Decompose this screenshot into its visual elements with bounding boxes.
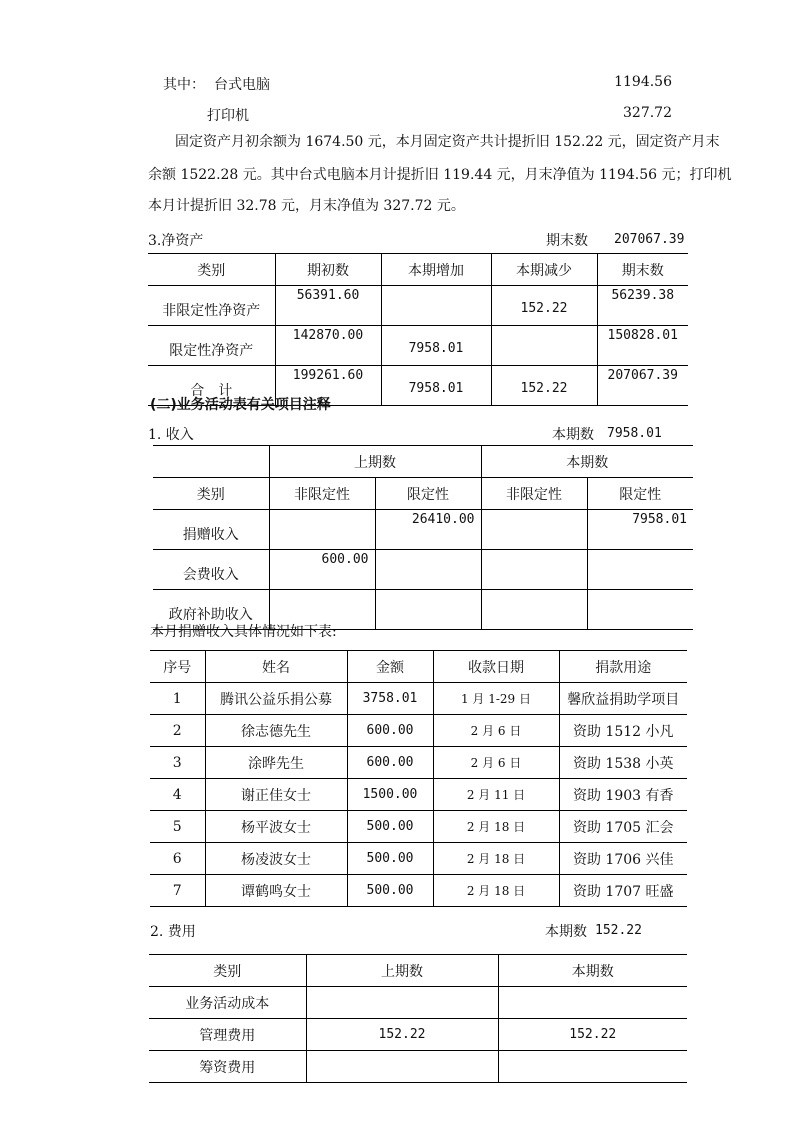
category-cell: 限定性净资产 [148, 326, 275, 366]
empty-cell [153, 446, 269, 478]
value-cell [375, 590, 481, 630]
index-cell: 2 [150, 715, 205, 747]
table-row [150, 843, 687, 875]
donor-cell: 谢正佳女士 [205, 779, 347, 811]
header-cell: 非限定性 [481, 478, 587, 510]
header-cell: 类别 [148, 254, 275, 286]
value-cell: 7958.01 [381, 326, 491, 366]
table-row [153, 510, 693, 550]
donor-cell: 杨凌波女士 [205, 843, 347, 875]
value-cell [306, 1051, 498, 1083]
income-heading: 1. 收入 [148, 427, 194, 443]
value-cell: 56239.38 [597, 286, 688, 326]
index-cell: 3 [150, 747, 205, 779]
donor-cell: 涂晔先生 [205, 747, 347, 779]
table-row [150, 875, 687, 907]
table-row [150, 811, 687, 843]
donor-cell: 谭鹤鸣女士 [205, 875, 347, 907]
index-cell: 4 [150, 779, 205, 811]
header-cell: 非限定性 [269, 478, 375, 510]
index-cell: 5 [150, 811, 205, 843]
header-cell: 限定性 [587, 478, 693, 510]
value-cell [587, 550, 693, 590]
header-cell: 本期数 [498, 955, 687, 987]
table-group-header-row [153, 446, 693, 478]
value-cell [381, 286, 491, 326]
header-cell: 期初数 [275, 254, 381, 286]
table-header-row [150, 651, 687, 683]
category-cell: 政府补助收入 [153, 590, 269, 630]
purpose-cell: 资助 1538 小英 [559, 747, 687, 779]
paragraph-line: 余额 1522.28 元。其中台式电脑本月计提折旧 119.44 元，月末净值为 1194.56 元；打印机 [148, 167, 732, 183]
donor-cell: 腾讯公益乐捐公募 [205, 683, 347, 715]
category-cell: 业务活动成本 [149, 987, 306, 1019]
date-cell: 2 月 6 日 [433, 747, 559, 779]
value-cell: 142870.00 [275, 326, 381, 366]
value-cell [269, 510, 375, 550]
table-row [150, 683, 687, 715]
value-cell: 7958.01 [587, 510, 693, 550]
amount-cell: 3758.01 [347, 683, 433, 715]
header-cell: 类别 [153, 478, 269, 510]
net-assets-table [148, 253, 688, 406]
value-cell: 150828.01 [597, 326, 688, 366]
date-cell: 1 月 1-29 日 [433, 683, 559, 715]
category-cell: 捐赠收入 [153, 510, 269, 550]
expenses-table [149, 954, 687, 1083]
value-cell: 152.22 [498, 1019, 687, 1051]
table-row [153, 550, 693, 590]
category-cell: 会费收入 [153, 550, 269, 590]
header-cell: 类别 [149, 955, 306, 987]
section-heading: (二)业务活动表有关项目注释 [150, 397, 331, 413]
value-cell: 152.22 [306, 1019, 498, 1051]
value-cell: 207067.39 [597, 366, 688, 406]
expenses-period-label: 本期数 [545, 924, 587, 940]
table-row [150, 779, 687, 811]
detail-item-value: 327.72 [623, 105, 672, 121]
header-cell: 本期减少 [491, 254, 597, 286]
group-header-cell: 本期数 [481, 446, 693, 478]
value-cell: 152.22 [491, 366, 597, 406]
date-cell: 2 月 18 日 [433, 811, 559, 843]
header-cell: 上期数 [306, 955, 498, 987]
amount-cell: 500.00 [347, 875, 433, 907]
value-cell [587, 590, 693, 630]
table-header-row [148, 254, 688, 286]
amount-cell: 1500.00 [347, 779, 433, 811]
income-period-value: 7958.01 [607, 426, 662, 441]
table-row [149, 1051, 687, 1083]
value-cell: 26410.00 [375, 510, 481, 550]
header-cell: 捐款用途 [559, 651, 687, 683]
purpose-cell: 资助 1512 小凡 [559, 715, 687, 747]
group-header-cell: 上期数 [269, 446, 481, 478]
category-cell: 非限定性净资产 [148, 286, 275, 326]
category-cell: 管理费用 [149, 1019, 306, 1051]
expenses-heading: 2. 费用 [150, 924, 196, 940]
table-header-row [153, 478, 693, 510]
date-cell: 2 月 18 日 [433, 843, 559, 875]
table-row [148, 326, 688, 366]
index-cell: 7 [150, 875, 205, 907]
value-cell: 152.22 [491, 286, 597, 326]
index-cell: 1 [150, 683, 205, 715]
income-table [153, 445, 693, 630]
value-cell [481, 550, 587, 590]
date-cell: 2 月 18 日 [433, 875, 559, 907]
net-assets-heading: 3.净资产 [148, 233, 204, 249]
value-cell [481, 510, 587, 550]
donations-intro: 本月捐赠收入具体情况如下表: [150, 624, 337, 640]
value-cell [498, 987, 687, 1019]
header-cell: 限定性 [375, 478, 481, 510]
detail-prefix: 其中： [163, 77, 205, 93]
net-assets-end-value: 207067.39 [614, 232, 685, 247]
detail-item-name: 打印机 [207, 108, 249, 124]
date-cell: 2 月 6 日 [433, 715, 559, 747]
purpose-cell: 资助 1903 有香 [559, 779, 687, 811]
net-assets-end-label: 期末数 [546, 233, 588, 249]
value-cell [375, 550, 481, 590]
header-cell: 姓名 [205, 651, 347, 683]
header-cell: 期末数 [597, 254, 688, 286]
donor-cell: 徐志德先生 [205, 715, 347, 747]
header-cell: 序号 [150, 651, 205, 683]
table-row [150, 715, 687, 747]
table-row [149, 987, 687, 1019]
income-period-label: 本期数 [552, 427, 594, 443]
paragraph-line: 固定资产月初余额为 1674.50 元，本月固定资产共计提折旧 152.22 元，固定资产月末 [175, 134, 720, 150]
header-cell: 收款日期 [433, 651, 559, 683]
table-row [148, 286, 688, 326]
category-cell: 筹资费用 [149, 1051, 306, 1083]
amount-cell: 500.00 [347, 843, 433, 875]
purpose-cell: 资助 1707 旺盛 [559, 875, 687, 907]
amount-cell: 500.00 [347, 811, 433, 843]
value-cell [498, 1051, 687, 1083]
date-cell: 2 月 11 日 [433, 779, 559, 811]
value-cell: 56391.60 [275, 286, 381, 326]
donor-cell: 杨平波女士 [205, 811, 347, 843]
value-cell: 7958.01 [381, 366, 491, 406]
purpose-cell: 馨欣益捐助学项目 [559, 683, 687, 715]
header-cell: 金额 [347, 651, 433, 683]
value-cell [481, 590, 587, 630]
index-cell: 6 [150, 843, 205, 875]
header-cell: 本期增加 [381, 254, 491, 286]
table-header-row [149, 955, 687, 987]
value-cell: 199261.60 [275, 366, 381, 406]
table-row [149, 1019, 687, 1051]
expenses-period-value: 152.22 [595, 923, 642, 938]
amount-cell: 600.00 [347, 747, 433, 779]
detail-item-value: 1194.56 [614, 74, 672, 90]
table-row [150, 747, 687, 779]
donations-table [150, 650, 687, 907]
category-cell: 合 计 [148, 366, 275, 406]
amount-cell: 600.00 [347, 715, 433, 747]
value-cell [306, 987, 498, 1019]
value-cell [491, 326, 597, 366]
purpose-cell: 资助 1706 兴佳 [559, 843, 687, 875]
value-cell: 600.00 [269, 550, 375, 590]
detail-item-name: 台式电脑 [214, 77, 270, 93]
purpose-cell: 资助 1705 汇会 [559, 811, 687, 843]
paragraph-line: 本月计提折旧 32.78 元，月末净值为 327.72 元。 [148, 198, 465, 214]
